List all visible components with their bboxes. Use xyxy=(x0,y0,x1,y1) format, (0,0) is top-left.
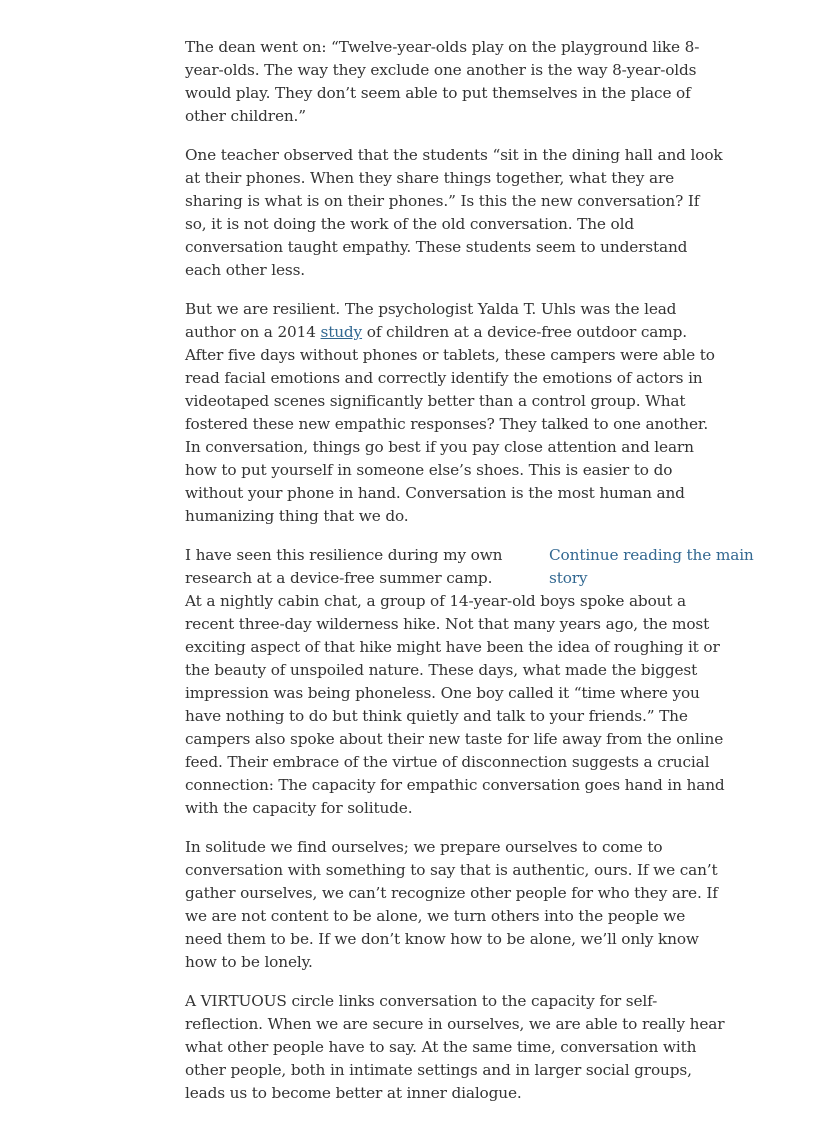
study-link[interactable]: study xyxy=(320,323,363,341)
continue-reading-link[interactable]: Continue reading the main story xyxy=(549,546,754,587)
paragraph-dean-quote: The dean went on: “Twelve-year-olds play on the playground like 8-year-olds. The way they exclude one another is the way 8-year-olds would play. They don’t seem able to put themselves in the place of other children.” xyxy=(185,38,700,125)
paragraph-resilience-text-after: of children at a device-free outdoor camp. After five days without phones or tablets, these campers were able to read facial emotions and correctly identify the emotions of actors in videotaped scenes significantly better than a control group. What fostered these new empathic responses? They talked to one another. In conversation, things go best if you pay close attention and learn how to put yourself in someone else’s shoes. This is easier to do without your phone in hand. Conversation is the most human and humanizing thing that we do. xyxy=(185,323,715,525)
paragraph-summer-camp: I have seen this resilience during my own research at a device-free summer camp. At a nightly cabin chat, a group of 14-year-old boys spoke about a recent three-day wilderness hike. Not that many years ago, the most exciting aspect of that hike might have been the idea of roughing it or the beauty of unspoiled nature. These days, what made the biggest impression was being phoneless. One boy called it “time where you have nothing to do but think quietly and talk to your friends.” The campers also spoke about their new taste for life away from the online feed. Their embrace of the virtue of disconnection suggests a crucial connection: The capacity for empathic conversation goes hand in hand with the capacity for solitude. xyxy=(185,546,725,817)
paragraph-solitude: In solitude we find ourselves; we prepare ourselves to come to conversation with something to say that is authentic, ours. If we can’t gather ourselves, we can’t recognize other people for who they are. If we are not content to be alone, we turn others into the people we need them to be. If we don’t know how to be alone, we’ll only know how to be lonely. xyxy=(185,838,718,971)
paragraph-resilience xyxy=(185,298,725,528)
paragraph-teacher-observation: One teacher observed that the students “sit in the dining hall and look at their phones. When they share things together, what they are sharing is what is on their phones.” Is this the new conversation? If so, it is not doing the work of the old conversation. The old conversation taught empathy. These students seem to understand each other less. xyxy=(185,146,723,279)
paragraph-virtuous-circle: A VIRTUOUS circle links conversation to the capacity for self-reflection. When we are secure in ourselves, we are able to really hear what other people have to say. At the same time, conversation with other people, both in intimate settings and in larger social groups, leads us to become better at inner dialogue. xyxy=(185,992,725,1102)
article-body xyxy=(185,36,754,1121)
paragraph-resilience-text-before: But we are resilient. The psychologist Yalda T. Uhls was the lead author on a 2014 xyxy=(185,300,677,341)
